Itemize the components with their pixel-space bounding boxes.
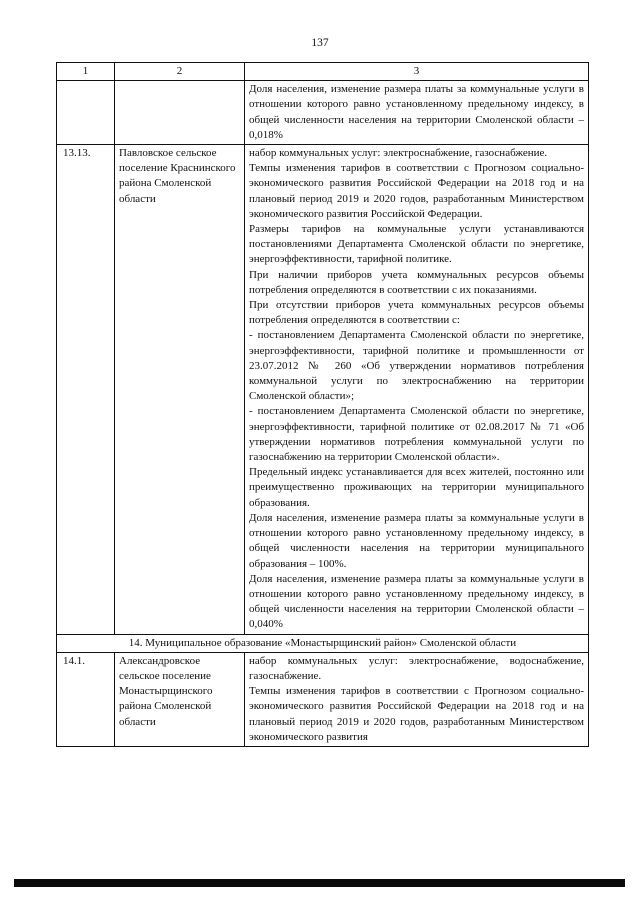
column-header-3: 3 — [245, 63, 589, 81]
description-paragraph: набор коммунальных услуг: электроснабжение, газоснабжение. — [249, 147, 548, 160]
table-row-14-1 — [57, 652, 589, 746]
section-heading-row — [57, 634, 589, 652]
description-cell — [245, 652, 589, 746]
description-paragraph: набор коммунальных услуг: электроснабжение, водоснабжение, газоснабжение. — [249, 654, 584, 682]
municipality-name: Павловское сельское поселение Краснинского района Смоленской области — [115, 145, 245, 635]
page-number: 137 — [311, 37, 329, 49]
description-paragraph: Размеры тарифов на коммунальные услуги устанавливаются постановлениями Департамента Смоленской области по энергетике, энергоэффективности, тарифной политике. — [249, 223, 584, 266]
description-paragraph: Темпы изменения тарифов в соответствии с Прогнозом социально-экономического развития Российской Федерации на 2018 год и на плановый период 2019 и 2020 годов, разработанным Министерством экономического развития — [249, 685, 584, 743]
table-row-13-13 — [57, 145, 589, 635]
column-header-1: 1 — [57, 63, 115, 81]
column-header-2: 2 — [115, 63, 245, 81]
row-number: 14.1. — [57, 652, 115, 746]
description-paragraph: - постановлением Департамента Смоленской области по энергетике, энергоэффективности, тарифной политике от 02.08.2017 № 71 «Об утверждении нормативов потребления коммунальной услуги по газоснабжению на территории Смоленской области». — [249, 405, 584, 464]
continuation-text: Доля населения, изменение размера платы за коммунальные услуги в отношении которого равно установленному предельному индексу, в общей численности населения на территории Смоленской области – 0,018% — [249, 83, 584, 141]
description-paragraph: - постановлением Департамента Смоленской области по энергетике, энергоэффективности, тарифной политике и промышленности от 23.07.2012 № 260 «Об утверждении нормативов потребления коммунальной услуги по электроснабжению на территории Смоленской области»; — [249, 329, 584, 403]
description-paragraph: Темпы изменения тарифов в соответствии с Прогнозом социально-экономического развития Российской Федерации на 2018 год и на плановый период 2019 и 2020 годов, разработанным Министерством экономического развития Российской Федерации. — [249, 162, 584, 220]
table-row-continuation — [57, 81, 589, 145]
description-paragraph: Предельный индекс устанавливается для всех жителей, постоянно или преимущественно проживающих на территории муниципального образования. — [249, 466, 584, 509]
row-number: 13.13. — [57, 145, 115, 635]
municipality-name: Александровское сельское поселение Монастырщинского района Смоленской области — [115, 652, 245, 746]
description-cell — [245, 145, 589, 635]
tariff-table — [56, 62, 589, 747]
section-heading: 14. Муниципальное образование «Монастырщинский район» Смоленской области — [57, 634, 589, 652]
description-paragraph: При отсутствии приборов учета коммунальных ресурсов объемы потребления определяются в соответствии с: — [249, 299, 584, 327]
table-header-row — [57, 63, 589, 81]
description-paragraph: При наличии приборов учета коммунальных ресурсов объемы потребления определяются в соответствии с их показаниями. — [249, 268, 584, 296]
description-paragraph: Доля населения, изменение размера платы за коммунальные услуги в отношении которого равно установленному предельному индексу, в общей численности населения на территории Смоленской области – 0,040% — [249, 572, 584, 631]
description-paragraph: Доля населения, изменение размера платы за коммунальные услуги в отношении которого равно установленному предельному индексу, в общей численности населения на территории муниципального образования – 100%. — [249, 511, 584, 570]
page-bottom-bar — [14, 879, 625, 887]
